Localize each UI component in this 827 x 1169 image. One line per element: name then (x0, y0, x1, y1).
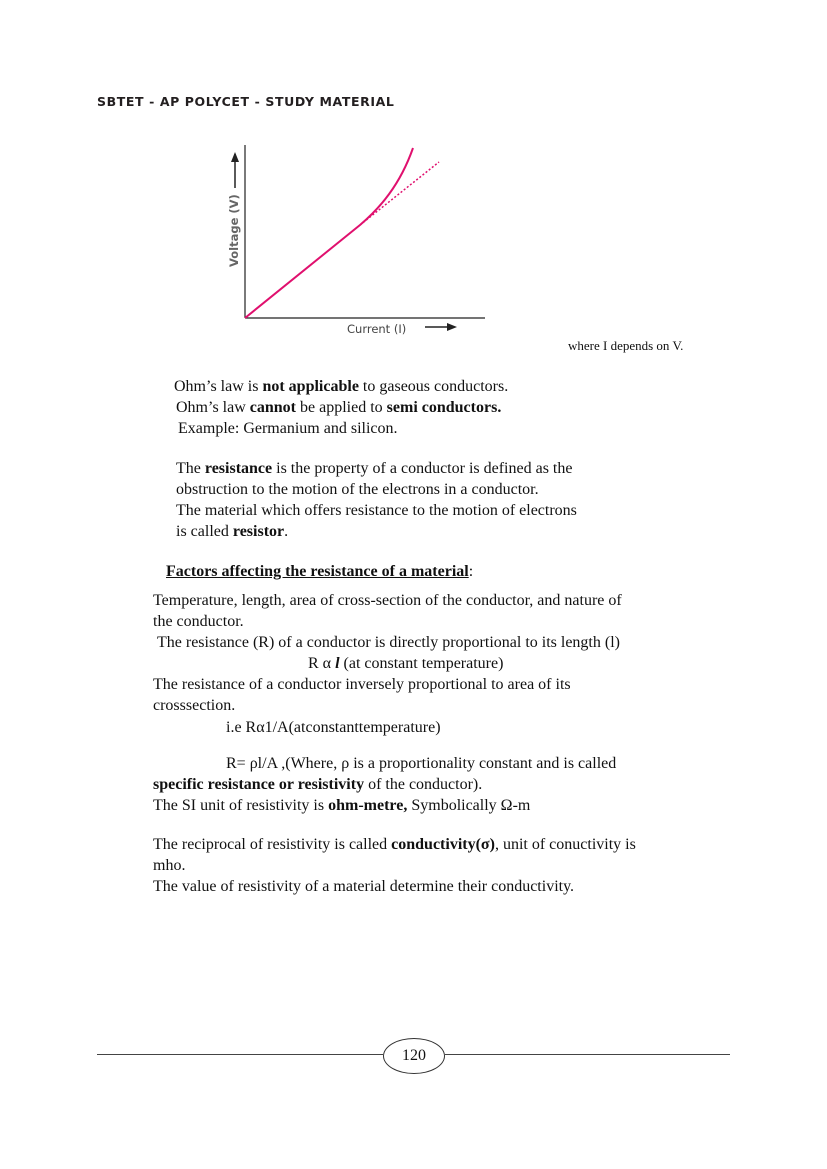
resistance-line-4: is called resistor. (176, 523, 289, 540)
resistance-line-3: The material which offers resistance to the motion of electrons (176, 502, 577, 519)
graph-svg (215, 140, 495, 345)
conductivity-line-2: mho. (153, 857, 186, 874)
conductivity-line-3: The value of resistivity of a material determine their conductivity. (153, 878, 575, 895)
factors-line-2: the conductor. (153, 613, 244, 630)
factors-line-4: R α l (at constant temperature) (308, 655, 504, 672)
factors-line-10: The SI unit of resistivity is ohm-metre, Symbolically Ω-m (153, 797, 531, 814)
ohm-line-1: Ohm’s law is not applicable to gaseous conductors. (174, 378, 509, 395)
factors-line-7: i.e Rα1/A(atconstanttemperature) (226, 719, 441, 736)
page-number: 120 (383, 1038, 445, 1074)
factors-line-6: crosssection. (153, 697, 236, 714)
running-header: SBTET - AP POLYCET - STUDY MATERIAL (97, 94, 395, 109)
voltage-current-graph (215, 140, 495, 345)
factors-line-9: specific resistance or resistivity of the conductor). (153, 776, 483, 793)
factors-line-8: R= ρl/A ,(Where, ρ is a proportionality constant and is called (226, 755, 617, 772)
x-axis-arrow-head (447, 323, 457, 331)
ohm-line-2: Ohm’s law cannot be applied to semi conductors. (176, 399, 502, 416)
linear-extrapolation-line (360, 162, 439, 225)
ohm-line-3: Example: Germanium and silicon. (178, 420, 398, 437)
conductivity-line-1: The reciprocal of resistivity is called conductivity(σ), unit of conuctivity is (153, 836, 636, 853)
figure-caption: where I depends on V. (568, 338, 684, 353)
factors-line-1: Temperature, length, area of cross-section of the conductor, and nature of (153, 592, 622, 609)
factors-heading: Factors affecting the resistance of a material: (166, 563, 474, 580)
resistance-line-1: The resistance is the property of a conductor is defined as the (176, 460, 573, 477)
footer-rule-right (445, 1054, 730, 1055)
y-axis-arrow-head (231, 152, 239, 162)
factors-line-5: The resistance of a conductor inversely proportional to area of its (153, 676, 571, 693)
x-axis-label: Current (I) (347, 322, 407, 336)
footer-rule-left (97, 1054, 383, 1055)
resistance-line-2: obstruction to the motion of the electrons in a conductor. (176, 481, 539, 498)
voltage-current-curve (245, 148, 413, 318)
factors-line-3: The resistance (R) of a conductor is directly proportional to its length (l) (157, 634, 620, 651)
y-axis-label: Voltage (V) (227, 194, 241, 267)
